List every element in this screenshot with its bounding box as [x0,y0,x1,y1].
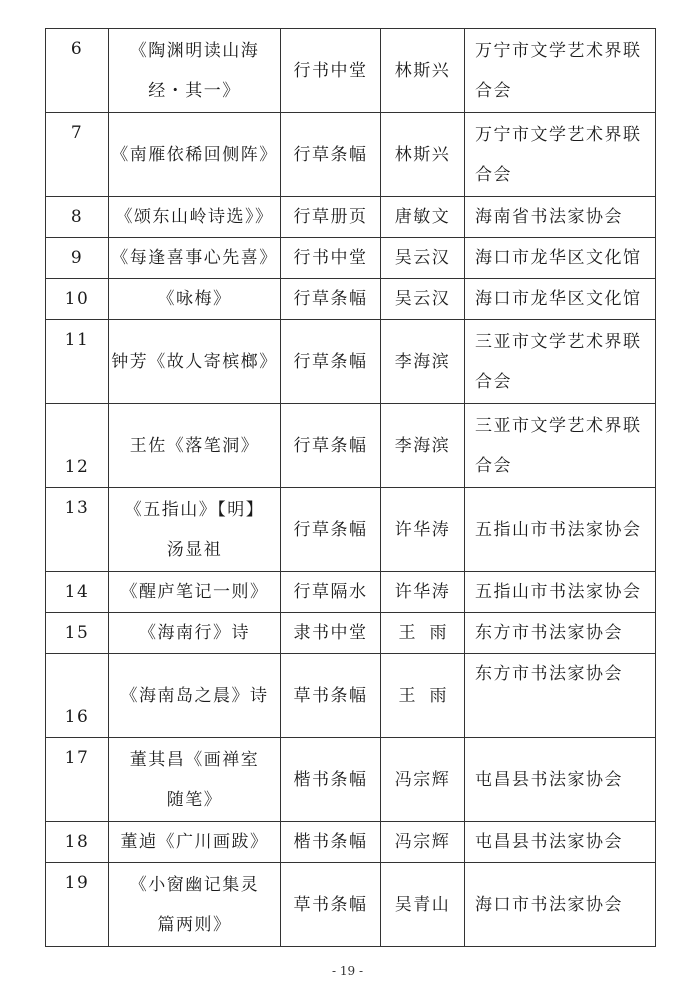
organization: 屯昌县书法家协会 [465,738,656,822]
work-title: 董逌《广川画跋》 [109,822,281,863]
table-row [46,113,656,197]
table-row [46,238,656,279]
row-number: 12 [46,404,109,488]
author-name: 李海滨 [381,320,465,404]
work-title: 董其昌《画禅室随笔》 [109,738,281,822]
calligraphy-style: 草书条幅 [281,654,381,738]
calligraphy-style: 行草册页 [281,197,381,238]
calligraphy-style: 行草条幅 [281,113,381,197]
works-table [45,28,656,947]
author-name: 冯宗辉 [381,738,465,822]
work-title: 《小窗幽记集灵篇两则》 [109,863,281,947]
author-name: 唐敏文 [381,197,465,238]
organization: 东方市书法家协会 [465,654,656,738]
author-name: 王雨 [381,613,465,654]
work-title: 《陶渊明读山海经・其一》 [109,29,281,113]
work-title: 《咏梅》 [109,279,281,320]
organization: 海口市龙华区文化馆 [465,279,656,320]
work-title: 钟芳《故人寄槟榔》 [109,320,281,404]
calligraphy-style: 行草条幅 [281,320,381,404]
calligraphy-style: 隶书中堂 [281,613,381,654]
work-title: 《每逢喜事心先喜》 [109,238,281,279]
author-name: 吴云汉 [381,279,465,320]
row-number: 18 [46,822,109,863]
row-number: 17 [46,738,109,822]
row-number: 16 [46,654,109,738]
organization: 海南省书法家协会 [465,197,656,238]
work-title: 《海南岛之晨》诗 [109,654,281,738]
calligraphy-style: 行书中堂 [281,29,381,113]
organization: 东方市书法家协会 [465,613,656,654]
calligraphy-style: 行草条幅 [281,488,381,572]
author-name: 吴青山 [381,863,465,947]
work-title: 《五指山》【明】汤显祖 [109,488,281,572]
organization: 三亚市文学艺术界联合会 [465,320,656,404]
calligraphy-style: 楷书条幅 [281,738,381,822]
work-title: 《颂东山岭诗选》》 [109,197,281,238]
row-number: 14 [46,572,109,613]
table-row [46,29,656,113]
table-row [46,654,656,738]
author-name: 李海滨 [381,404,465,488]
calligraphy-style: 行草隔水 [281,572,381,613]
table-row [46,320,656,404]
table-row [46,279,656,320]
row-number: 13 [46,488,109,572]
author-name: 吴云汉 [381,238,465,279]
table-row [46,613,656,654]
row-number: 19 [46,863,109,947]
work-title: 《海南行》诗 [109,613,281,654]
page-number: - 19 - [331,964,363,978]
organization: 屯昌县书法家协会 [465,822,656,863]
row-number: 10 [46,279,109,320]
calligraphy-style: 行书中堂 [281,238,381,279]
row-number: 11 [46,320,109,404]
table-row [46,488,656,572]
author-name: 许华涛 [381,572,465,613]
calligraphy-style: 行草条幅 [281,279,381,320]
table-row [46,197,656,238]
calligraphy-style: 楷书条幅 [281,822,381,863]
organization: 万宁市文学艺术界联合会 [465,29,656,113]
row-number: 9 [46,238,109,279]
organization: 海口市书法家协会 [465,863,656,947]
row-number: 7 [46,113,109,197]
calligraphy-style: 草书条幅 [281,863,381,947]
row-number: 8 [46,197,109,238]
table-row [46,738,656,822]
table-row [46,822,656,863]
organization: 五指山市书法家协会 [465,572,656,613]
organization: 万宁市文学艺术界联合会 [465,113,656,197]
author-name: 许华涛 [381,488,465,572]
organization: 五指山市书法家协会 [465,488,656,572]
calligraphy-style: 行草条幅 [281,404,381,488]
author-name: 林斯兴 [381,29,465,113]
author-name: 林斯兴 [381,113,465,197]
author-name: 冯宗辉 [381,822,465,863]
organization: 海口市龙华区文化馆 [465,238,656,279]
work-title: 《醒庐笔记一则》 [109,572,281,613]
work-title: 王佐《落笔洞》 [109,404,281,488]
table-row [46,572,656,613]
row-number: 15 [46,613,109,654]
work-title: 《南雁依稀回侧阵》 [109,113,281,197]
author-name: 王雨 [381,654,465,738]
table-row [46,863,656,947]
organization: 三亚市文学艺术界联合会 [465,404,656,488]
row-number: 6 [46,29,109,113]
table-row [46,404,656,488]
